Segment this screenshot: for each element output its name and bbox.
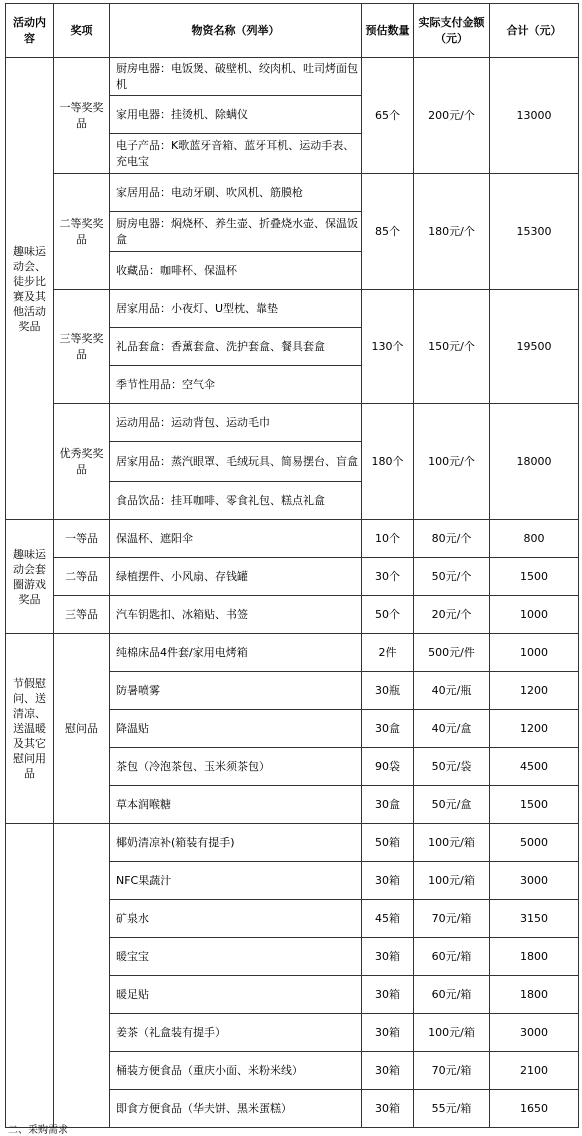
item-cell: 即食方便食品（华夫饼、黑米蛋糕）	[110, 1090, 362, 1128]
item-cell: 家用电器：挂烫机、除螨仪	[110, 96, 362, 134]
item-cell: 运动用品：运动背包、运动毛巾	[110, 404, 362, 442]
item-cell: 居家用品：蒸汽眼罩、毛绒玩具、简易摆台、盲盒	[110, 442, 362, 482]
qty-cell: 50箱	[362, 824, 414, 862]
item-cell: 家居用品：电动牙刷、吹风机、筋膜枪	[110, 174, 362, 212]
qty-cell: 90袋	[362, 748, 414, 786]
qty-cell: 30箱	[362, 976, 414, 1014]
qty-cell: 30箱	[362, 938, 414, 976]
total-cell: 18000	[490, 404, 579, 520]
item-cell: 暖足贴	[110, 976, 362, 1014]
document-page	[5, 3, 579, 1128]
header-total: 合计（元）	[490, 4, 579, 58]
table-row	[6, 596, 579, 634]
item-cell: 绿植摆件、小风扇、存钱罐	[110, 558, 362, 596]
item-cell: 纯棉床品4件套/家用电烤箱	[110, 634, 362, 672]
header-activity: 活动内容	[6, 4, 54, 58]
total-cell: 1000	[490, 596, 579, 634]
header-price: 实际支付金额（元）	[414, 4, 490, 58]
item-cell: 椰奶清凉补(箱装有提手)	[110, 824, 362, 862]
total-cell: 19500	[490, 290, 579, 404]
item-cell: 茶包（冷泡茶包、玉米须茶包）	[110, 748, 362, 786]
activity-cell: 节假慰问、送清凉、送温暖及其它慰问用品	[6, 634, 54, 824]
item-cell: NFC果蔬汁	[110, 862, 362, 900]
award-cell: 二等奖奖品	[54, 174, 110, 290]
total-cell: 13000	[490, 58, 579, 174]
award-cell: 三等奖奖品	[54, 290, 110, 404]
header-row	[6, 4, 579, 58]
qty-cell: 85个	[362, 174, 414, 290]
qty-cell: 45箱	[362, 900, 414, 938]
item-cell: 厨房电器：电饭煲、破壁机、绞肉机、吐司烤面包机	[110, 58, 362, 96]
item-cell: 居家用品：小夜灯、U型枕、靠垫	[110, 290, 362, 328]
price-cell: 60元/箱	[414, 938, 490, 976]
total-cell: 3150	[490, 900, 579, 938]
item-cell: 防暑喷雾	[110, 672, 362, 710]
price-cell: 55元/箱	[414, 1090, 490, 1128]
item-cell: 矿泉水	[110, 900, 362, 938]
total-cell: 1200	[490, 710, 579, 748]
qty-cell: 30瓶	[362, 672, 414, 710]
item-cell: 降温贴	[110, 710, 362, 748]
award-cell: 一等品	[54, 520, 110, 558]
section-heading: 二、采购需求	[8, 1125, 68, 1136]
qty-cell: 10个	[362, 520, 414, 558]
qty-cell: 30盒	[362, 710, 414, 748]
price-cell: 200元/个	[414, 58, 490, 174]
header-award: 奖项	[54, 4, 110, 58]
price-cell: 40元/瓶	[414, 672, 490, 710]
total-cell: 1500	[490, 558, 579, 596]
table-row	[6, 58, 579, 96]
table-row	[6, 404, 579, 442]
qty-cell: 180个	[362, 404, 414, 520]
price-cell: 100元/个	[414, 404, 490, 520]
price-cell: 70元/箱	[414, 900, 490, 938]
item-cell: 厨房电器：焖烧杯、养生壶、折叠烧水壶、保温饭盒	[110, 212, 362, 252]
total-cell: 5000	[490, 824, 579, 862]
award-cell-empty	[54, 824, 110, 1128]
price-cell: 180元/个	[414, 174, 490, 290]
table-row	[6, 520, 579, 558]
total-cell: 3000	[490, 1014, 579, 1052]
total-cell: 1800	[490, 976, 579, 1014]
qty-cell: 65个	[362, 58, 414, 174]
activity-cell: 趣味运动会套圈游戏奖品	[6, 520, 54, 634]
total-cell: 1500	[490, 786, 579, 824]
qty-cell: 30箱	[362, 1090, 414, 1128]
table-row	[6, 634, 579, 672]
price-cell: 70元/箱	[414, 1052, 490, 1090]
total-cell: 2100	[490, 1052, 579, 1090]
item-cell: 电子产品：K歌蓝牙音箱、蓝牙耳机、运动手表、充电宝	[110, 134, 362, 174]
qty-cell: 30箱	[362, 1052, 414, 1090]
price-cell: 500元/件	[414, 634, 490, 672]
item-cell: 草本润喉糖	[110, 786, 362, 824]
header-items: 物资名称（列举）	[110, 4, 362, 58]
price-cell: 100元/箱	[414, 862, 490, 900]
price-cell: 150元/个	[414, 290, 490, 404]
price-cell: 50元/袋	[414, 748, 490, 786]
table-row	[6, 174, 579, 212]
table-row	[6, 824, 579, 862]
total-cell: 800	[490, 520, 579, 558]
item-cell: 桶装方便食品（重庆小面、米粉米线）	[110, 1052, 362, 1090]
qty-cell: 30个	[362, 558, 414, 596]
table-row	[6, 558, 579, 596]
award-cell: 慰问品	[54, 634, 110, 824]
item-cell: 保温杯、遮阳伞	[110, 520, 362, 558]
item-cell: 姜茶（礼盒装有提手）	[110, 1014, 362, 1052]
price-cell: 40元/盒	[414, 710, 490, 748]
price-cell: 100元/箱	[414, 824, 490, 862]
total-cell: 1800	[490, 938, 579, 976]
qty-cell: 30箱	[362, 862, 414, 900]
total-cell: 4500	[490, 748, 579, 786]
price-cell: 60元/箱	[414, 976, 490, 1014]
activity-cell: 趣味运动会、徒步比赛及其他活动奖品	[6, 58, 54, 520]
activity-cell-empty	[6, 824, 54, 1128]
qty-cell: 2件	[362, 634, 414, 672]
total-cell: 15300	[490, 174, 579, 290]
header-qty: 预估数量	[362, 4, 414, 58]
item-cell: 收藏品：咖啡杯、保温杯	[110, 252, 362, 290]
award-cell: 优秀奖奖品	[54, 404, 110, 520]
qty-cell: 30箱	[362, 1014, 414, 1052]
price-cell: 50元/盒	[414, 786, 490, 824]
award-cell: 一等奖奖品	[54, 58, 110, 174]
item-cell: 暖宝宝	[110, 938, 362, 976]
procurement-table	[5, 3, 579, 1128]
price-cell: 100元/箱	[414, 1014, 490, 1052]
price-cell: 80元/个	[414, 520, 490, 558]
total-cell: 3000	[490, 862, 579, 900]
total-cell: 1200	[490, 672, 579, 710]
price-cell: 50元/个	[414, 558, 490, 596]
item-cell: 汽车钥匙扣、冰箱贴、书签	[110, 596, 362, 634]
price-cell: 20元/个	[414, 596, 490, 634]
qty-cell: 130个	[362, 290, 414, 404]
item-cell: 礼品套盒：香薰套盒、洗护套盒、餐具套盒	[110, 328, 362, 366]
table-row	[6, 290, 579, 328]
total-cell: 1650	[490, 1090, 579, 1128]
award-cell: 二等品	[54, 558, 110, 596]
award-cell: 三等品	[54, 596, 110, 634]
qty-cell: 30盒	[362, 786, 414, 824]
item-cell: 季节性用品：空气伞	[110, 366, 362, 404]
total-cell: 1000	[490, 634, 579, 672]
item-cell: 食品饮品：挂耳咖啡、零食礼包、糕点礼盒	[110, 482, 362, 520]
qty-cell: 50个	[362, 596, 414, 634]
